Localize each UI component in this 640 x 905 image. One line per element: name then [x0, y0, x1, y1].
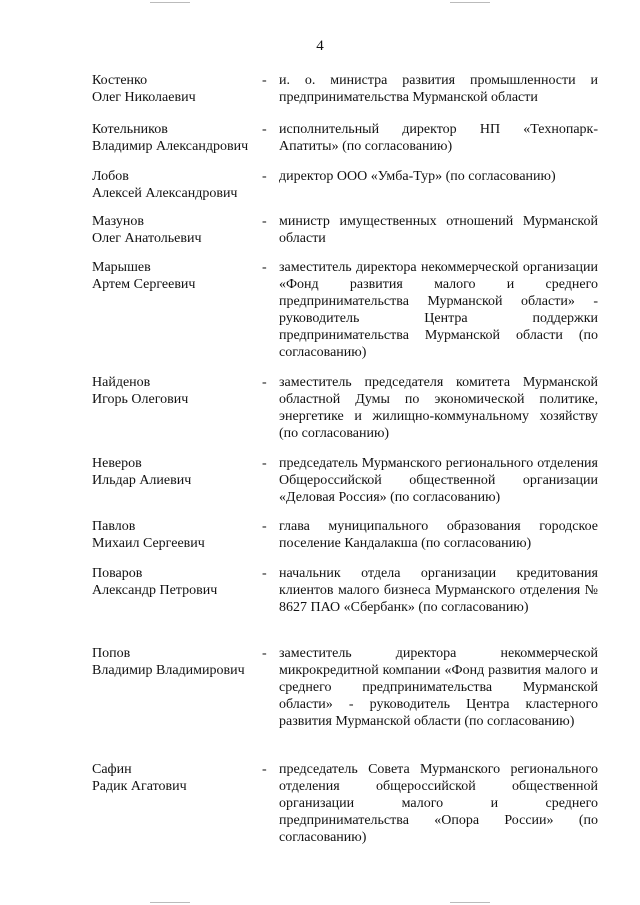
member-dash: - — [262, 73, 267, 88]
member-surname: Марышев — [92, 260, 151, 275]
member-dash: - — [262, 122, 267, 137]
member-surname: Котельников — [92, 122, 168, 137]
member-given-name: Радик Агатович — [92, 779, 187, 794]
member-given-name: Олег Анатольевич — [92, 231, 202, 246]
member-given-name: Александр Петрович — [92, 583, 218, 598]
member-dash: - — [262, 169, 267, 184]
member-surname: Сафин — [92, 762, 132, 777]
member-position: председатель Совета Мурманского регионального отделения общероссийской общественной организации малого и среднего предпринимательства «Опора России» (по согласованию) — [279, 762, 598, 845]
member-dash: - — [262, 456, 267, 471]
member-surname: Костенко — [92, 73, 148, 88]
member-given-name: Владимир Владимирович — [92, 663, 245, 678]
member-surname: Поваров — [92, 566, 143, 581]
member-surname: Найденов — [92, 375, 151, 390]
member-position: заместитель председателя комитета Мурманской областной Думы по экономической политике, энергетике и жилищно-коммунальному хозяйству (по согласованию) — [279, 375, 598, 441]
member-given-name: Игорь Олегович — [92, 392, 189, 407]
member-position: и. о. министра развития промышленности и предпринимательства Мурманской области — [279, 73, 598, 105]
member-dash: - — [262, 519, 267, 534]
member-name — [92, 518, 262, 552]
member-surname: Павлов — [92, 519, 136, 534]
member-name — [92, 72, 262, 106]
member-given-name: Артем Сергеевич — [92, 277, 196, 292]
page-number: 4 — [316, 38, 324, 54]
member-name — [92, 565, 262, 599]
member-name — [92, 259, 262, 293]
member-dash: - — [262, 214, 267, 229]
member-position: начальник отдела организации кредитования клиентов малого бизнеса Мурманского отделения № 8627 ПАО «Сбербанк» (по согласованию) — [279, 566, 598, 615]
member-name — [92, 374, 262, 408]
member-name — [92, 168, 262, 202]
bottom-scan-mark-right — [450, 902, 490, 903]
top-scan-mark-left — [150, 2, 190, 3]
member-surname: Неверов — [92, 456, 142, 471]
member-given-name: Ильдар Алиевич — [92, 473, 192, 488]
top-scan-mark-right — [450, 2, 490, 3]
member-surname: Попов — [92, 646, 131, 661]
member-name — [92, 455, 262, 489]
member-dash: - — [262, 566, 267, 581]
member-name — [92, 121, 262, 155]
member-position: исполнительный директор НП «Технопарк-Апатиты» (по согласованию) — [279, 122, 598, 154]
member-dash: - — [262, 375, 267, 390]
member-dash: - — [262, 260, 267, 275]
member-surname: Мазунов — [92, 214, 145, 229]
member-given-name: Олег Николаевич — [92, 90, 196, 105]
member-name — [92, 213, 262, 247]
member-name — [92, 645, 262, 679]
member-dash: - — [262, 646, 267, 661]
member-given-name: Михаил Сергеевич — [92, 536, 205, 551]
member-position: председатель Мурманского регионального отделения Общероссийской общественной организации «Деловая Россия» (по согласованию) — [279, 456, 598, 505]
member-dash: - — [262, 762, 267, 777]
member-given-name: Владимир Александрович — [92, 139, 249, 154]
member-position: заместитель директора некоммерческой микрокредитной компании «Фонд развития малого и среднего предпринимательства Мурманской области» - руководитель Центра кластерного развития Мурманской области (по согласованию) — [279, 646, 598, 729]
member-name — [92, 761, 262, 795]
member-position: министр имущественных отношений Мурманской области — [279, 214, 598, 246]
member-given-name: Алексей Александрович — [92, 186, 238, 201]
bottom-scan-mark-left — [150, 902, 190, 903]
member-surname: Лобов — [92, 169, 129, 184]
member-position: директор ООО «Умба-Тур» (по согласованию) — [279, 169, 556, 184]
member-position: глава муниципального образования городское поселение Кандалакша (по согласованию) — [279, 519, 598, 551]
member-position: заместитель директора некоммерческой организации «Фонд развития малого и среднего предпринимательства Мурманской области» - руководитель Центра поддержки предпринимательства Мурманской области (по согласованию) — [279, 260, 598, 360]
